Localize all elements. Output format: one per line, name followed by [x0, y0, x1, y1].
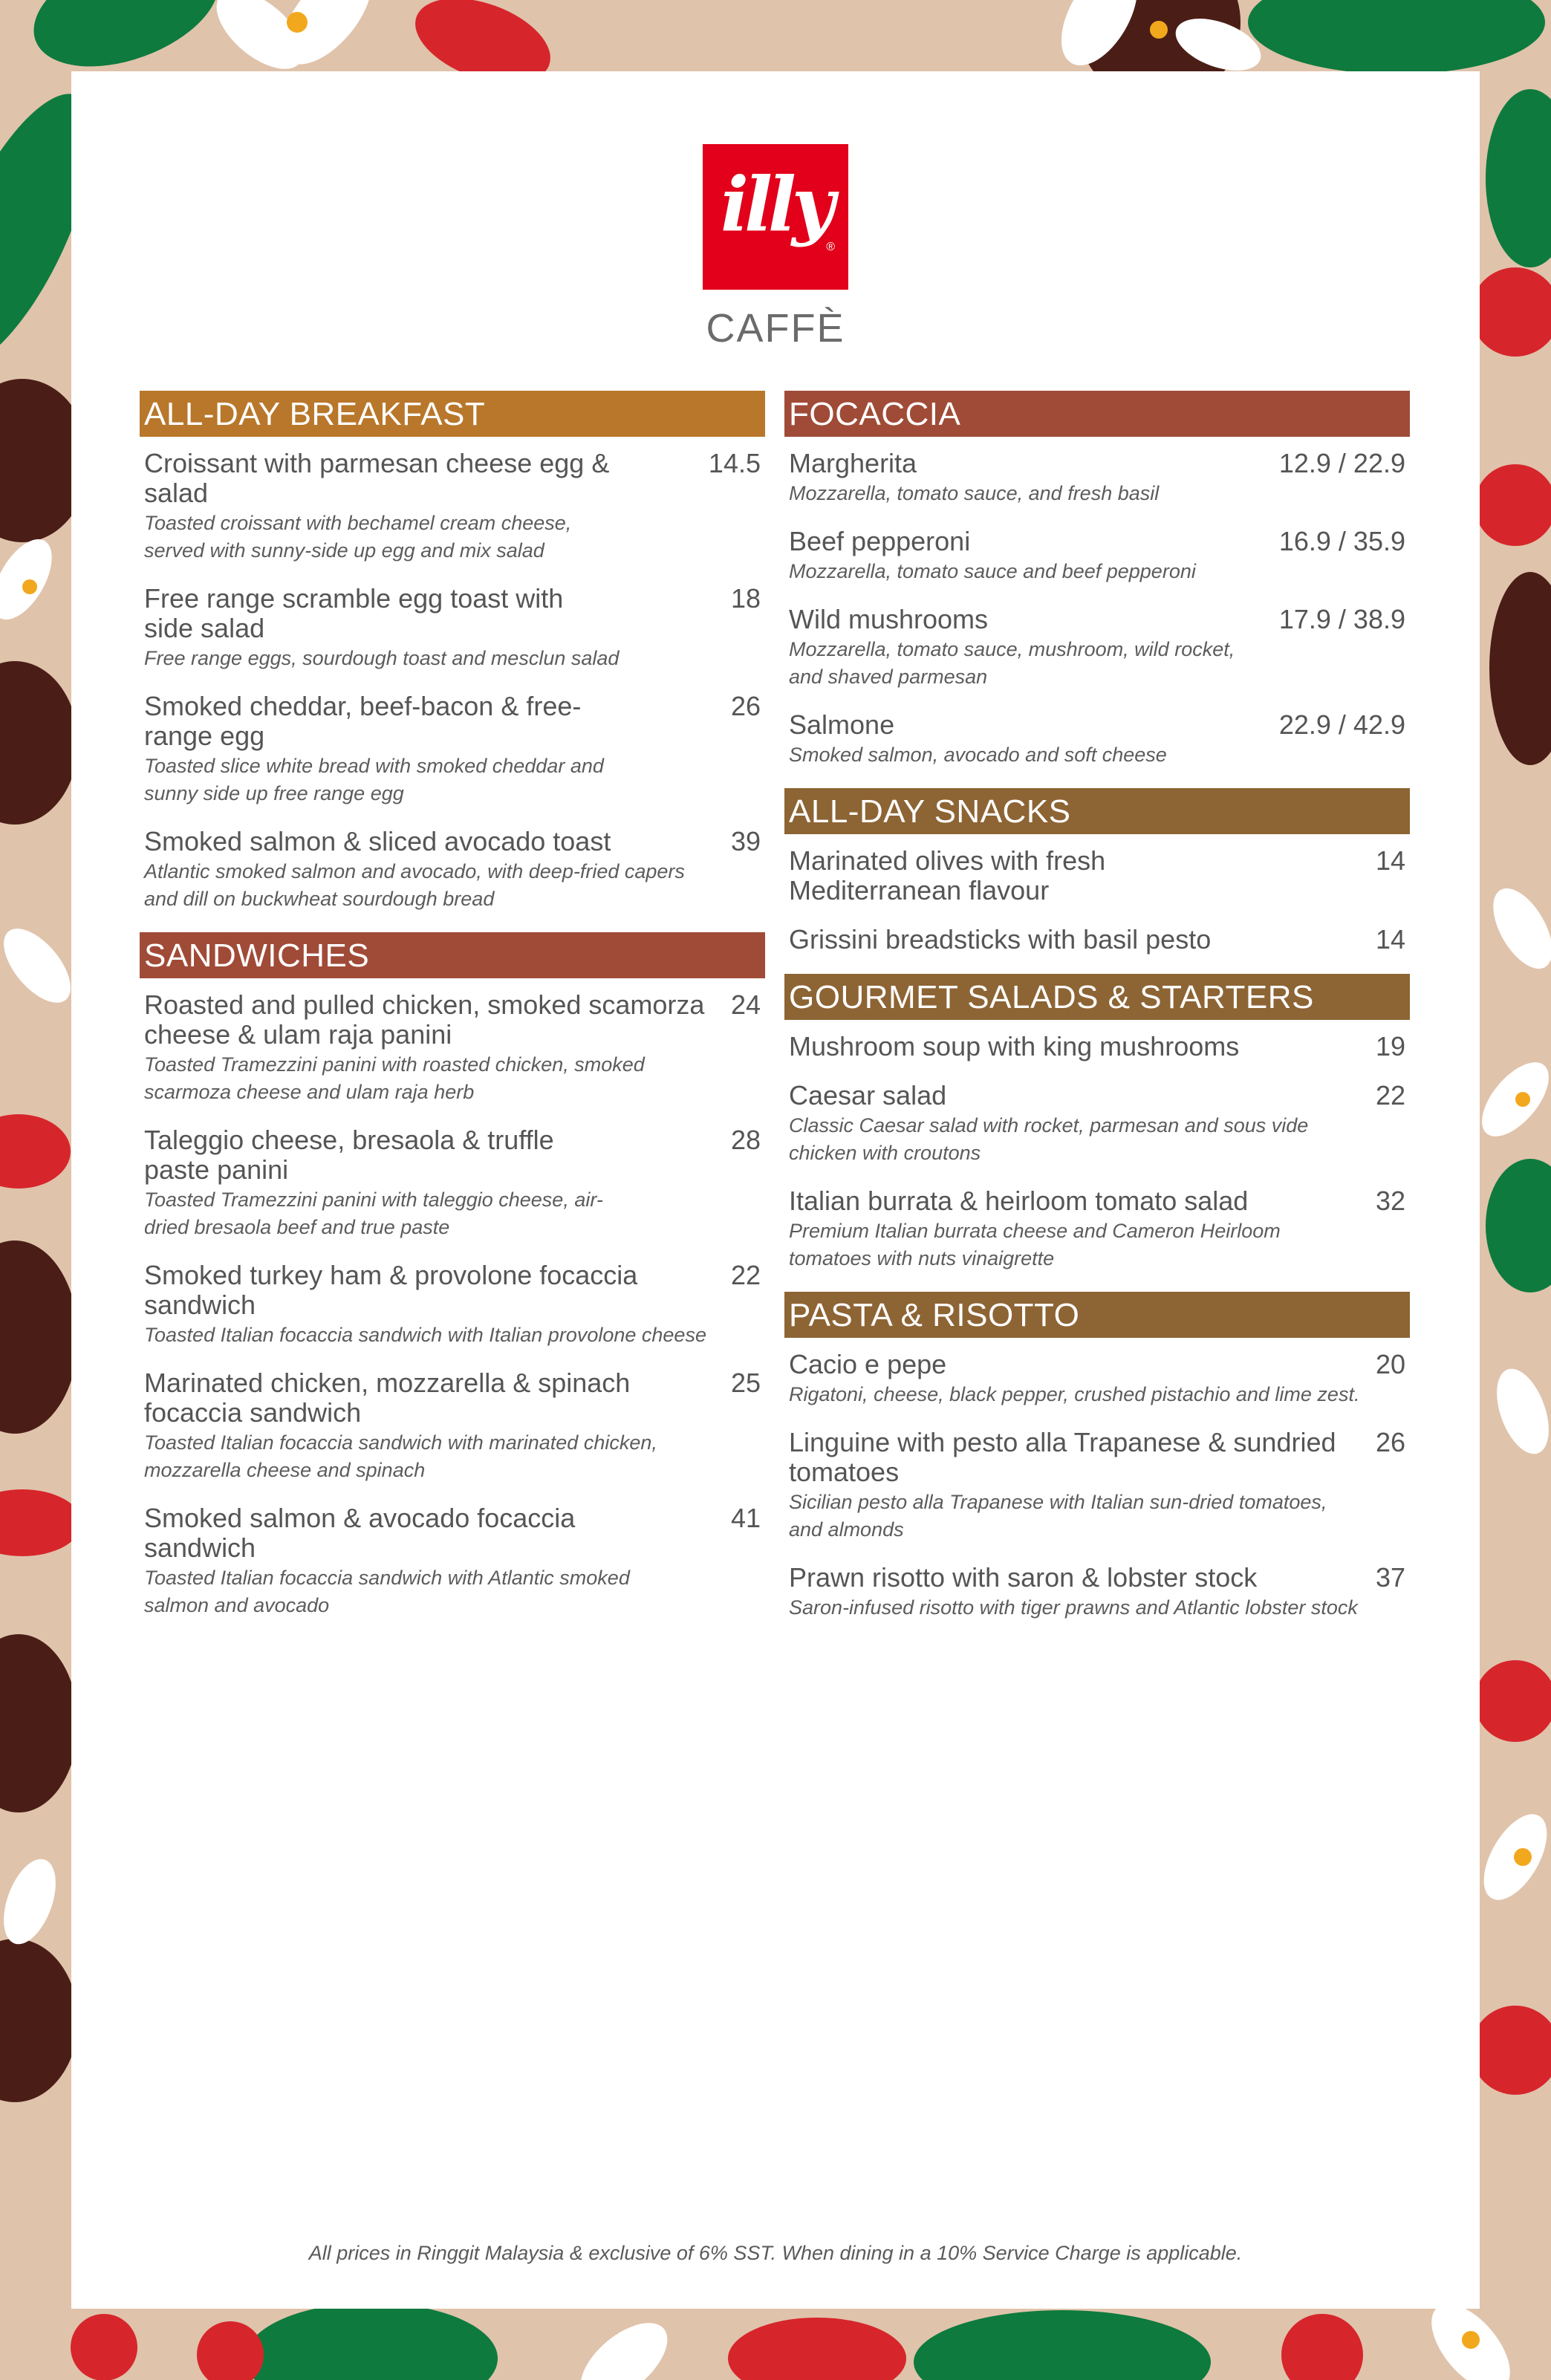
- menu-column-right: [784, 391, 1410, 1641]
- item-description: Toasted Italian focaccia sandwich with marinated chicken, mozzarella cheese and spinach: [144, 1431, 657, 1481]
- item-price: 16.9 / 35.9: [1278, 526, 1405, 556]
- item-description: Rigatoni, cheese, black pepper, crushed pistachio and lime zest.: [789, 1383, 1360, 1405]
- item-description: Toasted Tramezzini panini with taleggio cheese, air-dried bresaola beef and true paste: [144, 1189, 603, 1238]
- item-price: 22.9 / 42.9: [1278, 709, 1405, 740]
- menu-item: [784, 1563, 1410, 1622]
- item-name: Italian burrata & heirloom tomato salad: [789, 1186, 1249, 1216]
- item-name: Croissant with parmesan cheese egg & salad: [144, 448, 610, 508]
- item-description: Sicilian pesto alla Trapanese with Italian sun-dried tomatoes, and almonds: [789, 1491, 1327, 1541]
- menu-item: [784, 1081, 1410, 1167]
- item-name: Marinated chicken, mozzarella & spinach focaccia sandwich: [144, 1368, 631, 1428]
- item-description: Toasted Italian focaccia sandwich with Italian provolone cheese: [144, 1324, 706, 1346]
- section-pasta-risotto: [784, 1292, 1410, 1622]
- menu-item: [140, 449, 765, 565]
- item-description: Premium Italian burrata cheese and Cameron Heirloom tomatoes with nuts vinaigrette: [789, 1220, 1281, 1269]
- menu-item: [140, 692, 765, 807]
- item-price: 14.5: [708, 448, 761, 478]
- menu-card: [71, 71, 1480, 2309]
- item-price: 14: [1375, 845, 1405, 876]
- item-price: 17.9 / 38.9: [1278, 604, 1405, 634]
- item-description: Saron-infused risotto with tiger prawns and Atlantic lobster stock: [789, 1596, 1358, 1619]
- item-price: 25: [730, 1368, 761, 1398]
- menu-item: [140, 1125, 765, 1241]
- menu-item: [784, 527, 1410, 585]
- item-price: 26: [1375, 1427, 1405, 1457]
- item-name: Smoked salmon & avocado focaccia sandwich: [144, 1503, 576, 1563]
- menu-item: [140, 1368, 765, 1484]
- item-name: Salmone: [789, 709, 895, 740]
- menu-item: [784, 846, 1410, 905]
- item-description: Free range eggs, sourdough toast and mesclun salad: [144, 647, 620, 669]
- item-description: Toasted croissant with bechamel cream cheese, served with sunny-side up egg and mix salad: [144, 512, 572, 562]
- item-description: Toasted Italian focaccia sandwich with Atlantic smoked salmon and avocado: [144, 1567, 630, 1616]
- section-header: FOCACCIA: [784, 391, 1410, 437]
- item-description: Atlantic smoked salmon and avocado, with deep-fried capers and dill on buckwheat sourdough bread: [144, 860, 685, 910]
- item-price: 28: [730, 1125, 761, 1155]
- item-name: Prawn risotto with saron & lobster stock: [789, 1562, 1258, 1593]
- section-sandwiches: [140, 932, 765, 1619]
- item-price: 19: [1375, 1031, 1405, 1061]
- section-gourmet-salads-starters: [784, 974, 1410, 1272]
- menu-item: [784, 605, 1410, 691]
- item-description: Mozzarella, tomato sauce, mushroom, wild rocket, and shaved parmesan: [789, 638, 1235, 688]
- section-focaccia: [784, 391, 1410, 769]
- section-header: PASTA & RISOTTO: [784, 1292, 1410, 1338]
- menu-item: [784, 1428, 1410, 1544]
- menu-column-left: [140, 391, 765, 1639]
- item-price: 32: [1375, 1186, 1405, 1216]
- brand-subtitle: CAFFÈ: [706, 306, 845, 351]
- item-name: Grissini breadsticks with basil pesto: [789, 924, 1212, 955]
- section-header: ALL-DAY BREAKFAST: [140, 391, 765, 437]
- menu-item: [784, 449, 1410, 507]
- item-description: Smoked salmon, avocado and soft cheese: [789, 744, 1167, 766]
- item-description: Mozzarella, tomato sauce and beef pepperoni: [789, 560, 1196, 582]
- section-header: GOURMET SALADS & STARTERS: [784, 974, 1410, 1020]
- item-price: 22: [1375, 1080, 1405, 1111]
- menu-item: [784, 1350, 1410, 1408]
- item-name: Roasted and pulled chicken, smoked scamorza cheese & ulam raja panini: [144, 989, 705, 1050]
- menu-item: [140, 827, 765, 913]
- brand-header: [71, 144, 1480, 351]
- item-name: Marinated olives with fresh Mediterranean flavour: [789, 845, 1106, 905]
- item-name: Beef pepperoni: [789, 526, 971, 556]
- item-price: 12.9 / 22.9: [1278, 448, 1405, 478]
- item-name: Smoked cheddar, beef-bacon & free-range egg: [144, 691, 582, 751]
- menu-item: [140, 584, 765, 672]
- section-all-day-snacks: [784, 788, 1410, 955]
- item-price: 18: [730, 583, 761, 614]
- menu-item: [140, 1503, 765, 1619]
- item-name: Cacio e pepe: [789, 1349, 947, 1379]
- item-name: Linguine with pesto alla Trapanese & sundried tomatoes: [789, 1427, 1336, 1487]
- item-price: 24: [730, 989, 761, 1020]
- section-header: SANDWICHES: [140, 932, 765, 978]
- item-description: Toasted slice white bread with smoked cheddar and sunny side up free range egg: [144, 755, 604, 804]
- item-name: Margherita: [789, 448, 917, 478]
- item-price: 22: [730, 1260, 761, 1290]
- menu-item: [784, 1186, 1410, 1272]
- item-name: Free range scramble egg toast with side salad: [144, 583, 564, 643]
- menu-item: [140, 990, 765, 1106]
- item-description: Classic Caesar salad with rocket, parmesan and sous vide chicken with croutons: [789, 1114, 1309, 1164]
- registered-mark: ®: [826, 241, 835, 253]
- illy-logo: [703, 144, 848, 290]
- item-description: Mozzarella, tomato sauce, and fresh basil: [789, 482, 1160, 504]
- item-price: 20: [1375, 1349, 1405, 1379]
- item-name: Taleggio cheese, bresaola & truffle paste panini: [144, 1125, 554, 1185]
- item-name: Smoked turkey ham & provolone focaccia sandwich: [144, 1260, 638, 1320]
- item-price: 39: [730, 826, 761, 856]
- item-name: Smoked salmon & sliced avocado toast: [144, 826, 611, 856]
- item-name: Wild mushrooms: [789, 604, 989, 634]
- menu-item: [784, 1032, 1410, 1061]
- item-price: 41: [730, 1503, 761, 1533]
- item-price: 14: [1375, 924, 1405, 955]
- menu-item: [140, 1261, 765, 1349]
- pricing-footnote: All prices in Ringgit Malaysia & exclusive of 6% SST. When dining in a 10% Service Charge is applicable.: [308, 2242, 1243, 2264]
- section-all-day-breakfast: [140, 391, 765, 913]
- item-name: Caesar salad: [789, 1080, 947, 1111]
- logo-wordmark: illy: [720, 160, 831, 248]
- item-price: 26: [730, 691, 761, 721]
- menu-item: [784, 925, 1410, 955]
- item-name: Mushroom soup with king mushrooms: [789, 1031, 1240, 1061]
- menu-item: [784, 710, 1410, 769]
- section-header: ALL-DAY SNACKS: [784, 788, 1410, 834]
- item-price: 37: [1375, 1562, 1405, 1593]
- item-description: Toasted Tramezzini panini with roasted chicken, smoked scarmoza cheese and ulam raja herb: [144, 1053, 645, 1103]
